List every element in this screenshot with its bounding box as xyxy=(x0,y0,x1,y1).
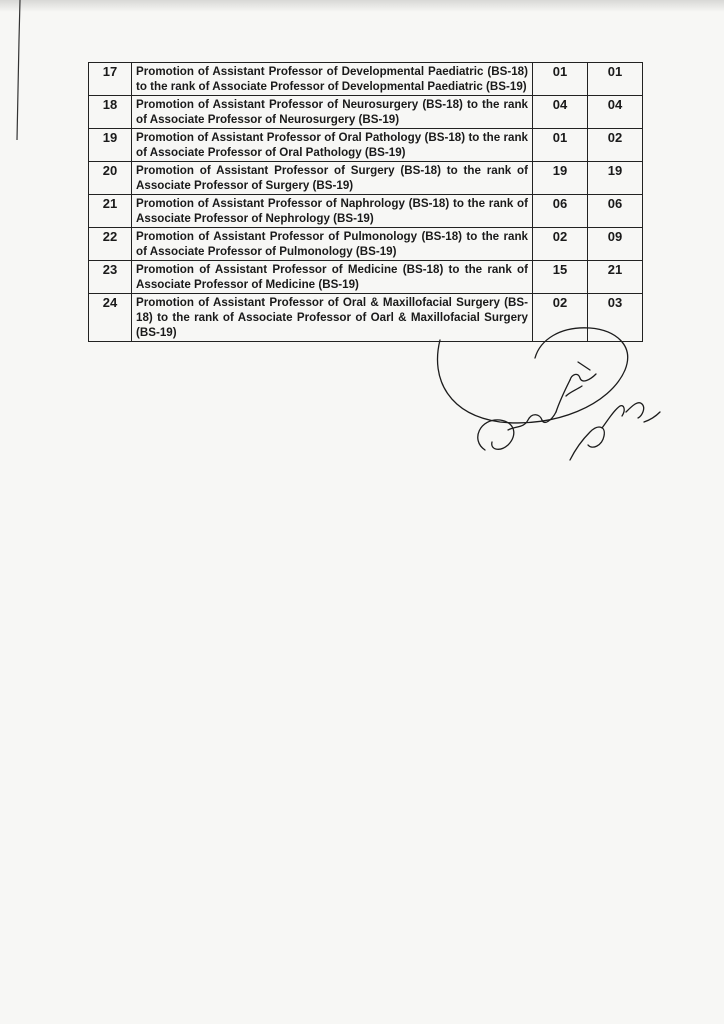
scan-shadow xyxy=(0,0,724,12)
posts-count-1: 15 xyxy=(533,261,588,294)
serial-number: 21 xyxy=(89,195,132,228)
posts-count-2: 01 xyxy=(588,63,643,96)
serial-number: 22 xyxy=(89,228,132,261)
table-row xyxy=(89,63,643,96)
table-row xyxy=(89,195,643,228)
promotion-description: Promotion of Assistant Professor of Developmental Paediatric (BS-18) to the rank of Associate Professor of Developmental Paediatric (BS-19) xyxy=(132,63,533,96)
serial-number: 23 xyxy=(89,261,132,294)
posts-count-1: 02 xyxy=(533,228,588,261)
posts-count-1: 01 xyxy=(533,63,588,96)
table-row xyxy=(89,261,643,294)
posts-count-2: 03 xyxy=(588,294,643,342)
promotion-description: Promotion of Assistant Professor of Oral Pathology (BS-18) to the rank of Associate Professor of Oral Pathology (BS-19) xyxy=(132,129,533,162)
posts-count-2: 06 xyxy=(588,195,643,228)
serial-number: 19 xyxy=(89,129,132,162)
posts-count-2: 02 xyxy=(588,129,643,162)
serial-number: 24 xyxy=(89,294,132,342)
posts-count-1: 04 xyxy=(533,96,588,129)
table-row xyxy=(89,162,643,195)
posts-count-1: 19 xyxy=(533,162,588,195)
serial-number: 17 xyxy=(89,63,132,96)
posts-count-2: 04 xyxy=(588,96,643,129)
promotion-description: Promotion of Assistant Professor of Pulmonology (BS-18) to the rank of Associate Professor of Pulmonology (BS-19) xyxy=(132,228,533,261)
scan-edge-mark xyxy=(14,0,24,140)
posts-count-2: 19 xyxy=(588,162,643,195)
table-row xyxy=(89,228,643,261)
posts-count-2: 09 xyxy=(588,228,643,261)
posts-count-1: 02 xyxy=(533,294,588,342)
promotion-description: Promotion of Assistant Professor of Neurosurgery (BS-18) to the rank of Associate Professor of Neurosurgery (BS-19) xyxy=(132,96,533,129)
table-row xyxy=(89,96,643,129)
serial-number: 18 xyxy=(89,96,132,129)
promotion-description: Promotion of Assistant Professor of Medicine (BS-18) to the rank of Associate Professor of Medicine (BS-19) xyxy=(132,261,533,294)
posts-count-1: 01 xyxy=(533,129,588,162)
promotion-description: Promotion of Assistant Professor of Naphrology (BS-18) to the rank of Associate Professor of Nephrology (BS-19) xyxy=(132,195,533,228)
serial-number: 20 xyxy=(89,162,132,195)
posts-count-1: 06 xyxy=(533,195,588,228)
promotion-description: Promotion of Assistant Professor of Oral & Maxillofacial Surgery (BS-18) to the rank of Associate Professor of Oarl & Maxillofacial Surgery (BS-19) xyxy=(132,294,533,342)
posts-count-2: 21 xyxy=(588,261,643,294)
promotion-description: Promotion of Assistant Professor of Surgery (BS-18) to the rank of Associate Professor of Surgery (BS-19) xyxy=(132,162,533,195)
table-row xyxy=(89,129,643,162)
handwritten-signature xyxy=(420,300,670,490)
